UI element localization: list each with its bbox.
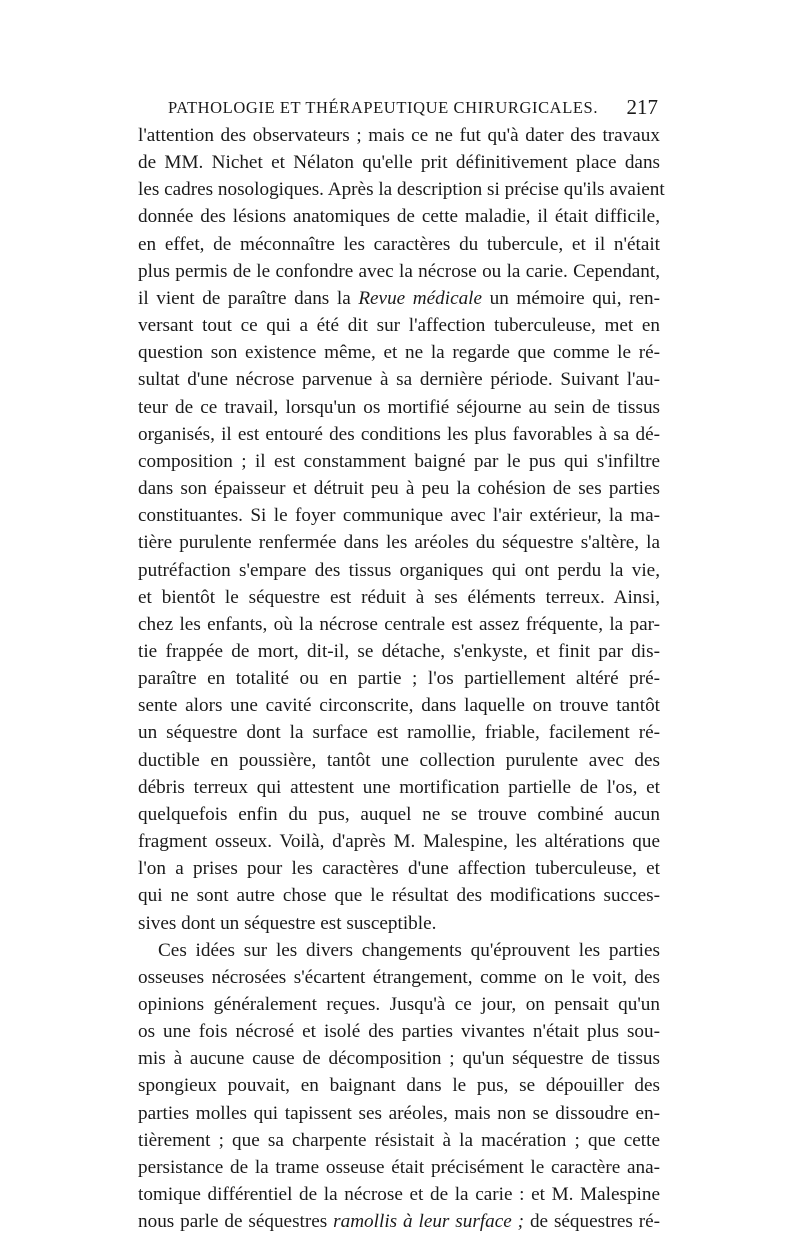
text-segment: un mémoire qui, ren-: [489, 287, 660, 309]
text-segment: il vient de paraître dans la: [138, 287, 351, 309]
text-line: sente alors une cavité circonscrite, dans laquelle on trouve tantôt: [138, 695, 660, 717]
text-line: organisés, il est entouré des conditions les plus favorables à sa dé-: [138, 423, 660, 445]
text-line: mis à aucune cause de décomposition ; qu'un séquestre de tissus: [138, 1048, 660, 1070]
text-line: spongieux pouvait, en baignant dans le pus, se dépouiller des: [138, 1075, 660, 1097]
text-line: putréfaction s'empare des tissus organiques qui ont perdu la vie,: [138, 559, 660, 581]
text-line: dans son épaisseur et détruit peu à peu la cohésion de ses parties: [138, 478, 660, 500]
text-line: tie frappée de mort, dit-il, se détache, s'enkyste, et finit par dis-: [138, 640, 660, 662]
text-line: les cadres nosologiques. Après la description si précise qu'ils avaient: [138, 179, 665, 201]
text-line: l'attention des observateurs ; mais ce ne fut qu'à dater des travaux: [138, 125, 660, 146]
text-line: [138, 1208, 660, 1235]
text-line: question son existence même, et ne la regarde que comme le ré-: [138, 342, 660, 364]
text-line: donnée des lésions anatomiques de cette maladie, il était difficile,: [138, 206, 660, 228]
text-line: sives dont un séquestre est susceptible.: [138, 912, 437, 934]
text-line: paraître en totalité ou en partie ; l'os partiellement altéré pré-: [138, 668, 660, 690]
text-line: [138, 285, 660, 312]
text-line: tièrement ; que sa charpente résistait à la macération ; que cette: [138, 1129, 660, 1151]
running-head-title: PATHOLOGIE ET THÉRAPEUTIQUE CHIRURGICALES.: [168, 98, 599, 117]
text-line: teur de ce travail, lorsqu'un os mortifié séjourne au sein de tissus: [138, 396, 660, 418]
text-line: ductible en poussière, tantôt une collection purulente avec des: [138, 749, 660, 771]
text-line: opinions généralement reçues. Jusqu'à ce jour, on pensait qu'un: [138, 994, 660, 1015]
text-line: l'on a prises pour les caractères d'une affection tuberculeuse, et: [138, 858, 660, 880]
text-line: en effet, de méconnaître les caractères du tubercule, et il n'était: [138, 233, 660, 255]
text-line: quelquefois enfin du pus, auquel ne se trouve combiné aucun: [138, 803, 660, 825]
text-line: plus permis de le confondre avec la nécrose ou la carie. Cependant,: [138, 260, 660, 282]
journal-title: Revue médicale: [358, 287, 483, 309]
text-line: tière purulente renfermée dans les aréoles du séquestre s'altère, la: [138, 532, 660, 554]
text-line: Ces idées sur les divers changements qu'éprouvent les parties: [158, 939, 660, 961]
text-line: tomique différentiel de la nécrose et de la carie : et M. Malespine: [138, 1184, 660, 1206]
italic-phrase: ramollis à leur surface ;: [333, 1211, 525, 1233]
text-line: chez les enfants, où la nécrose centrale est assez fréquente, la par-: [138, 613, 660, 635]
text-line: parties molles qui tapissent ses aréoles, mais non se dissoudre en-: [138, 1102, 660, 1124]
text-line: de MM. Nichet et Nélaton qu'elle prit définitivement place dans: [138, 152, 660, 174]
text-line: qui ne sont autre chose que le résultat des modifications succes-: [138, 885, 660, 907]
text-line: os une fois nécrosé et isolé des parties vivantes n'était plus sou-: [138, 1021, 660, 1043]
text-line: un séquestre dont la surface est ramollie, friable, facilement ré-: [138, 722, 660, 744]
text-line: sultat d'une nécrose parvenue à sa dernière période. Suivant l'au-: [138, 369, 660, 391]
text-line: osseuses nécrosées s'écartent étrangement, comme on le voit, des: [138, 966, 660, 988]
text-line: débris terreux qui attestent une mortification partielle de l'os, et: [138, 776, 660, 798]
text-line: constituantes. Si le foyer communique avec l'air extérieur, la ma-: [138, 505, 660, 527]
text-line: persistance de la trame osseuse était précisément le caractère ana-: [138, 1156, 660, 1178]
text-line: composition ; il est constamment baigné par le pus qui s'infiltre: [138, 450, 660, 472]
text-line: et bientôt le séquestre est réduit à ses éléments terreux. Ainsi,: [138, 586, 660, 608]
text-line: versant tout ce qui a été dit sur l'affection tuberculeuse, met en: [138, 315, 660, 337]
body-text: [138, 122, 665, 1235]
text-segment: nous parle de séquestres: [138, 1211, 328, 1233]
page-number: 217: [626, 95, 658, 119]
text-line: fragment osseux. Voilà, d'après M. Malespine, les altérations que: [138, 831, 660, 853]
text-segment: de séquestres ré-: [529, 1211, 660, 1233]
